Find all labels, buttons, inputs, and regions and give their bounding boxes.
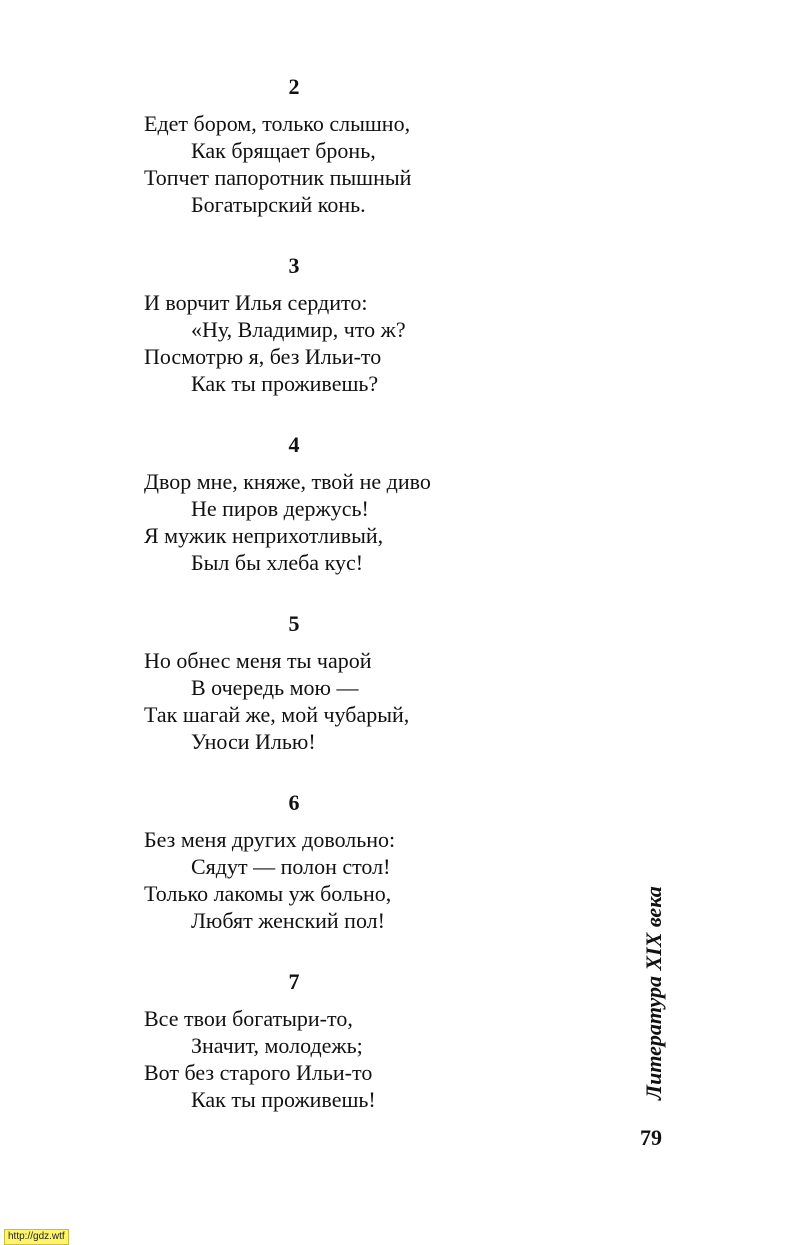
poem-line: Как ты проживешь? — [191, 371, 379, 396]
poem-line: Все твои богатыри-то, — [144, 1006, 353, 1031]
poem-line: Был бы хлеба кус! — [191, 550, 364, 575]
poem-line: В очередь мою — — [191, 675, 359, 700]
poem — [144, 74, 564, 1113]
poem-line: Посмотрю я, без Ильи-то — [144, 344, 382, 369]
poem-line: Любят женский пол! — [191, 908, 385, 933]
poem-line: Только лакомы уж больно, — [144, 881, 392, 906]
poem-line: Но обнес меня ты чарой — [144, 648, 372, 673]
poem-line: Сядут — полон стол! — [191, 854, 391, 879]
stanza-number: 5 — [288, 611, 300, 636]
poem-line: Едет бором, только слышно, — [144, 111, 411, 136]
poem-line: Не пиров держусь! — [191, 496, 369, 521]
poem-line: И ворчит Илья сердито: — [144, 290, 368, 315]
poem-line: Так шагай же, мой чубарый, — [144, 702, 410, 727]
stanza — [144, 432, 564, 576]
poem-line: Уноси Илью! — [191, 729, 316, 754]
stanza-number: 4 — [288, 432, 300, 457]
stanza-number: 2 — [288, 74, 300, 99]
poem-line: «Ну, Владимир, что ж? — [191, 317, 406, 342]
stanza-number: 7 — [288, 969, 300, 994]
poem-line: Богатырский конь. — [191, 192, 366, 217]
page-number: 79 — [640, 1125, 662, 1150]
stanza — [144, 74, 564, 218]
poem-line: Как брящает бронь, — [191, 138, 376, 163]
stanza-number: 3 — [288, 253, 300, 278]
poem-line: Значит, молодежь; — [191, 1033, 363, 1058]
poem-line: Топчет папоротник пышный — [144, 165, 412, 190]
poem-line: Без меня других довольно: — [144, 827, 396, 852]
section-title: Литература XIX века — [641, 886, 666, 1100]
stanza — [144, 253, 564, 397]
stanza — [144, 969, 564, 1113]
poem-line: Двор мне, княже, твой не диво — [144, 469, 431, 494]
stanza — [144, 790, 564, 934]
watermark-link[interactable]: http://gdz.wtf — [4, 1229, 69, 1245]
poem-line: Вот без старого Ильи-то — [144, 1060, 373, 1085]
poem-line: Я мужик неприхотливый, — [144, 523, 384, 548]
stanza-number: 6 — [288, 790, 300, 815]
poem-line: Как ты проживешь! — [191, 1087, 376, 1112]
stanza — [144, 611, 564, 755]
